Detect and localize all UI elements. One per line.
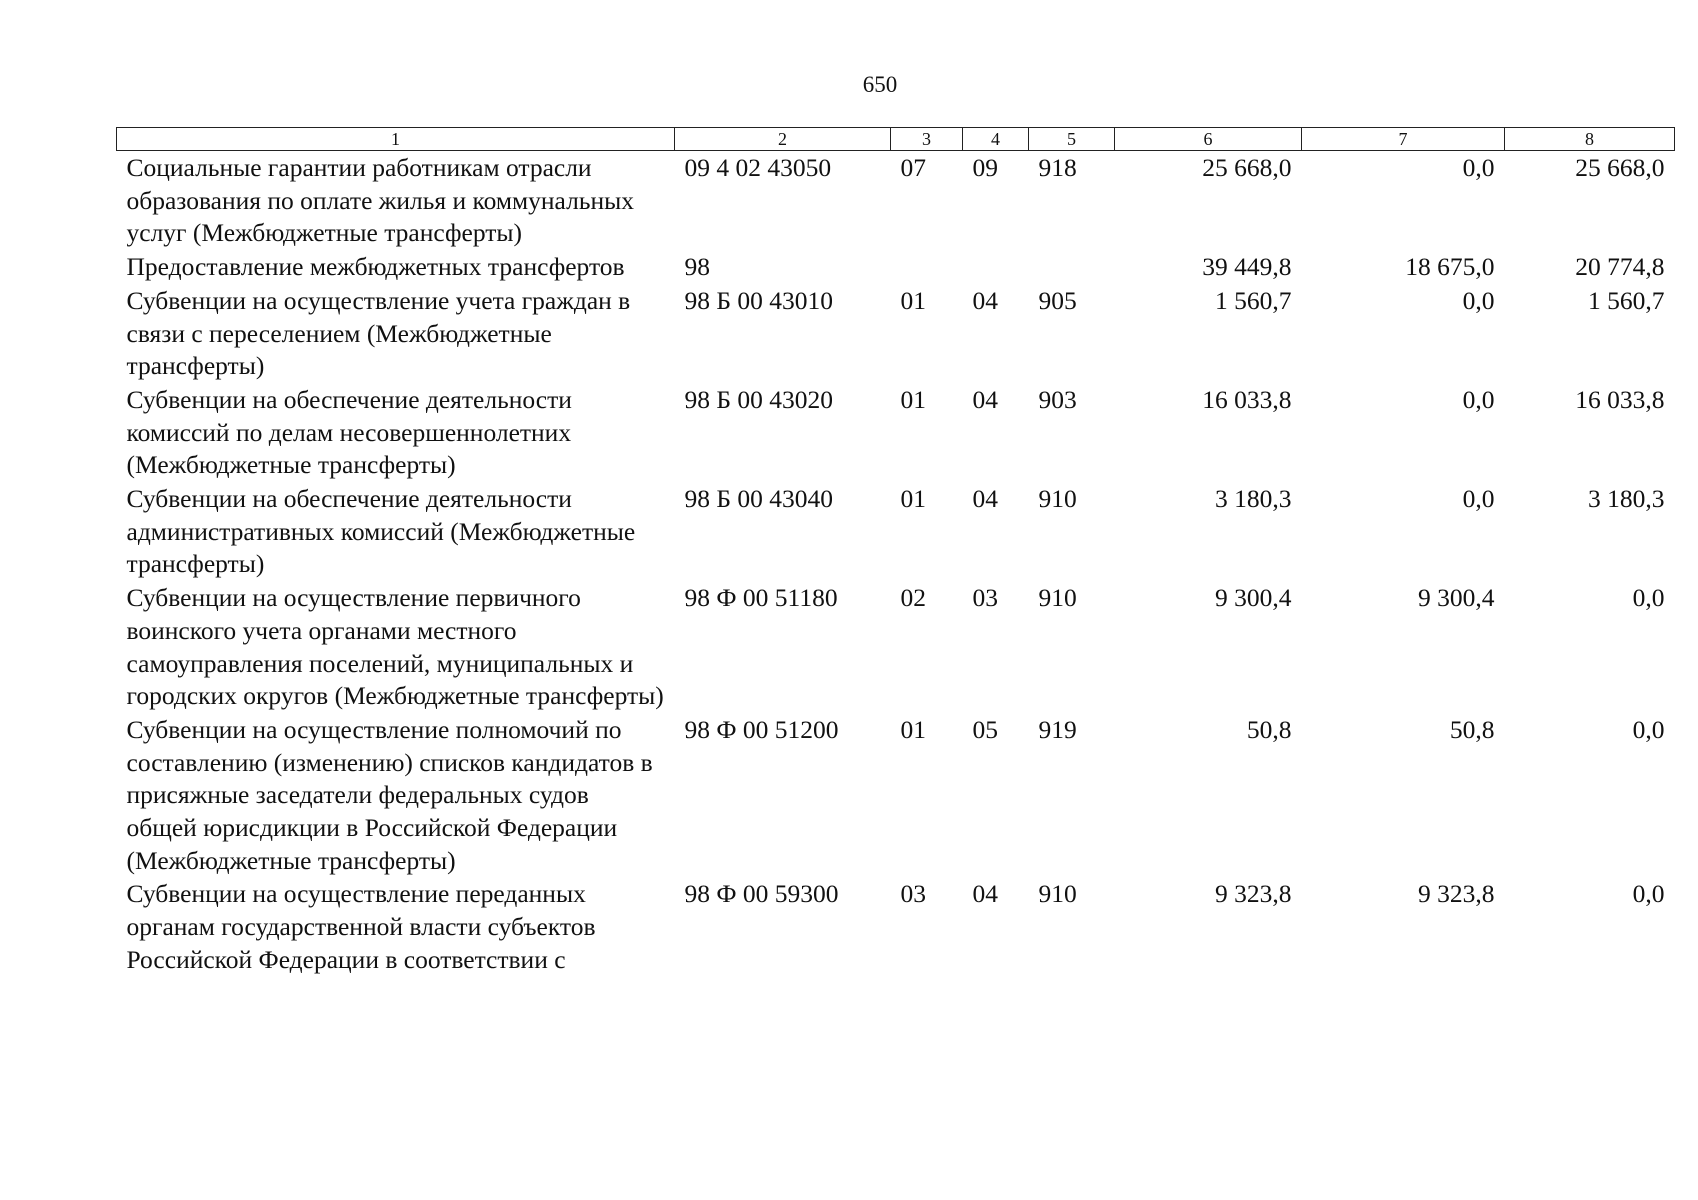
section-code: 02 <box>900 583 926 613</box>
row-name: Социальные гарантии работникам отрасли образования по оплате жилья и коммунальных услуг (Межбюджетные трансферты) <box>126 153 634 248</box>
total-amount: 1 560,7 <box>1215 285 1292 315</box>
column-7-amount: 50,8 <box>1449 714 1495 744</box>
section-code: 01 <box>900 484 926 514</box>
admin-code: 910 <box>1038 879 1077 909</box>
target-code: 98 <box>684 252 710 282</box>
column-7-amount: 0,0 <box>1462 285 1495 315</box>
admin-code: 905 <box>1038 285 1077 315</box>
column-header: 2 <box>675 128 891 151</box>
column-header: 7 <box>1302 128 1505 151</box>
row-name: Субвенции на обеспечение деятельности комиссий по делам несовершеннолетних (Межбюджетные трансферты) <box>126 384 572 480</box>
table-row <box>117 250 1675 284</box>
subsection-code <box>963 250 1029 284</box>
admin-code: 919 <box>1038 714 1077 744</box>
column-header: 1 <box>117 128 675 151</box>
row-name: Субвенции на обеспечение деятельности административных комиссий (Межбюджетные трансферты) <box>126 484 636 579</box>
row-name: Предоставление межбюджетных трансфертов <box>126 252 625 282</box>
target-code: 98 Ф 00 51180 <box>684 583 838 613</box>
column-8-amount: 0,0 <box>1632 879 1665 909</box>
total-amount: 9 300,4 <box>1215 583 1292 613</box>
column-8-amount: 25 668,0 <box>1575 153 1665 182</box>
admin-code: 910 <box>1038 484 1077 514</box>
column-7-amount: 9 323,8 <box>1418 879 1495 909</box>
target-code: 98 Ф 00 59300 <box>684 879 839 909</box>
column-7-amount: 9 300,4 <box>1418 583 1495 613</box>
section-code: 01 <box>900 384 926 414</box>
section-code: 01 <box>900 714 926 744</box>
total-amount: 50,8 <box>1246 714 1292 744</box>
admin-code: 903 <box>1038 384 1077 414</box>
section-code: 03 <box>900 879 926 909</box>
column-header: 3 <box>891 128 963 151</box>
column-8-amount: 1 560,7 <box>1588 285 1665 315</box>
total-amount: 39 449,8 <box>1202 252 1292 282</box>
admin-code <box>1029 250 1115 284</box>
total-amount: 9 323,8 <box>1215 879 1292 909</box>
total-amount: 16 033,8 <box>1202 384 1292 414</box>
column-8-amount: 0,0 <box>1632 714 1665 744</box>
page-number: 650 <box>862 72 898 97</box>
column-header: 6 <box>1115 128 1302 151</box>
row-name: Субвенции на осуществление учета граждан в связи с переселением (Межбюджетные трансферты) <box>126 285 631 381</box>
subsection-code: 03 <box>972 583 998 613</box>
table-row <box>117 383 1675 482</box>
table-row <box>117 713 1675 878</box>
target-code: 98 Б 00 43040 <box>684 484 834 514</box>
column-header: 4 <box>963 128 1029 151</box>
column-7-amount: 0,0 <box>1462 384 1495 414</box>
section-code: 01 <box>900 285 926 315</box>
table-row <box>117 284 1675 383</box>
row-name: Субвенции на осуществление полномочий по составлению (изменению) списков кандидатов в присяжные заседатели федеральных судов общей юрисдикции в Российской Федерации (Межбюджетные трансферты) <box>126 714 653 875</box>
row-name: Субвенции на осуществление переданных органам государственной власти субъектов Российской Федерации в соответствии с <box>126 879 596 974</box>
subsection-code: 04 <box>972 879 998 909</box>
table-row <box>117 151 1675 251</box>
budget-table <box>116 127 1675 977</box>
column-header: 8 <box>1505 128 1675 151</box>
subsection-code: 09 <box>972 153 998 182</box>
column-7-amount: 0,0 <box>1462 484 1495 514</box>
target-code: 98 Б 00 43010 <box>684 285 834 315</box>
subsection-code: 04 <box>972 484 998 514</box>
table-row <box>117 877 1675 976</box>
column-8-amount: 20 774,8 <box>1575 252 1665 282</box>
target-code: 09 4 02 43050 <box>684 153 832 182</box>
column-7-amount: 18 675,0 <box>1405 252 1495 282</box>
subsection-code: 05 <box>972 714 998 744</box>
column-header: 5 <box>1029 128 1115 151</box>
target-code: 98 Б 00 43020 <box>684 384 834 414</box>
total-amount: 3 180,3 <box>1215 484 1292 514</box>
column-8-amount: 3 180,3 <box>1588 484 1665 514</box>
table-row <box>117 581 1675 713</box>
section-code: 07 <box>900 153 926 182</box>
total-amount: 25 668,0 <box>1202 153 1292 182</box>
subsection-code: 04 <box>972 285 998 315</box>
column-number-header-row <box>117 128 1675 151</box>
column-8-amount: 0,0 <box>1632 583 1665 613</box>
admin-code: 918 <box>1038 153 1077 182</box>
section-code <box>891 250 963 284</box>
column-7-amount: 0,0 <box>1462 153 1495 182</box>
target-code: 98 Ф 00 51200 <box>684 714 839 744</box>
table-row <box>117 482 1675 581</box>
row-name: Субвенции на осуществление первичного воинского учета органами местного самоуправления поселений, муниципальных и городских округов (Межбюджетные трансферты) <box>126 583 664 711</box>
column-8-amount: 16 033,8 <box>1575 384 1665 414</box>
admin-code: 910 <box>1038 583 1077 613</box>
subsection-code: 04 <box>972 384 998 414</box>
